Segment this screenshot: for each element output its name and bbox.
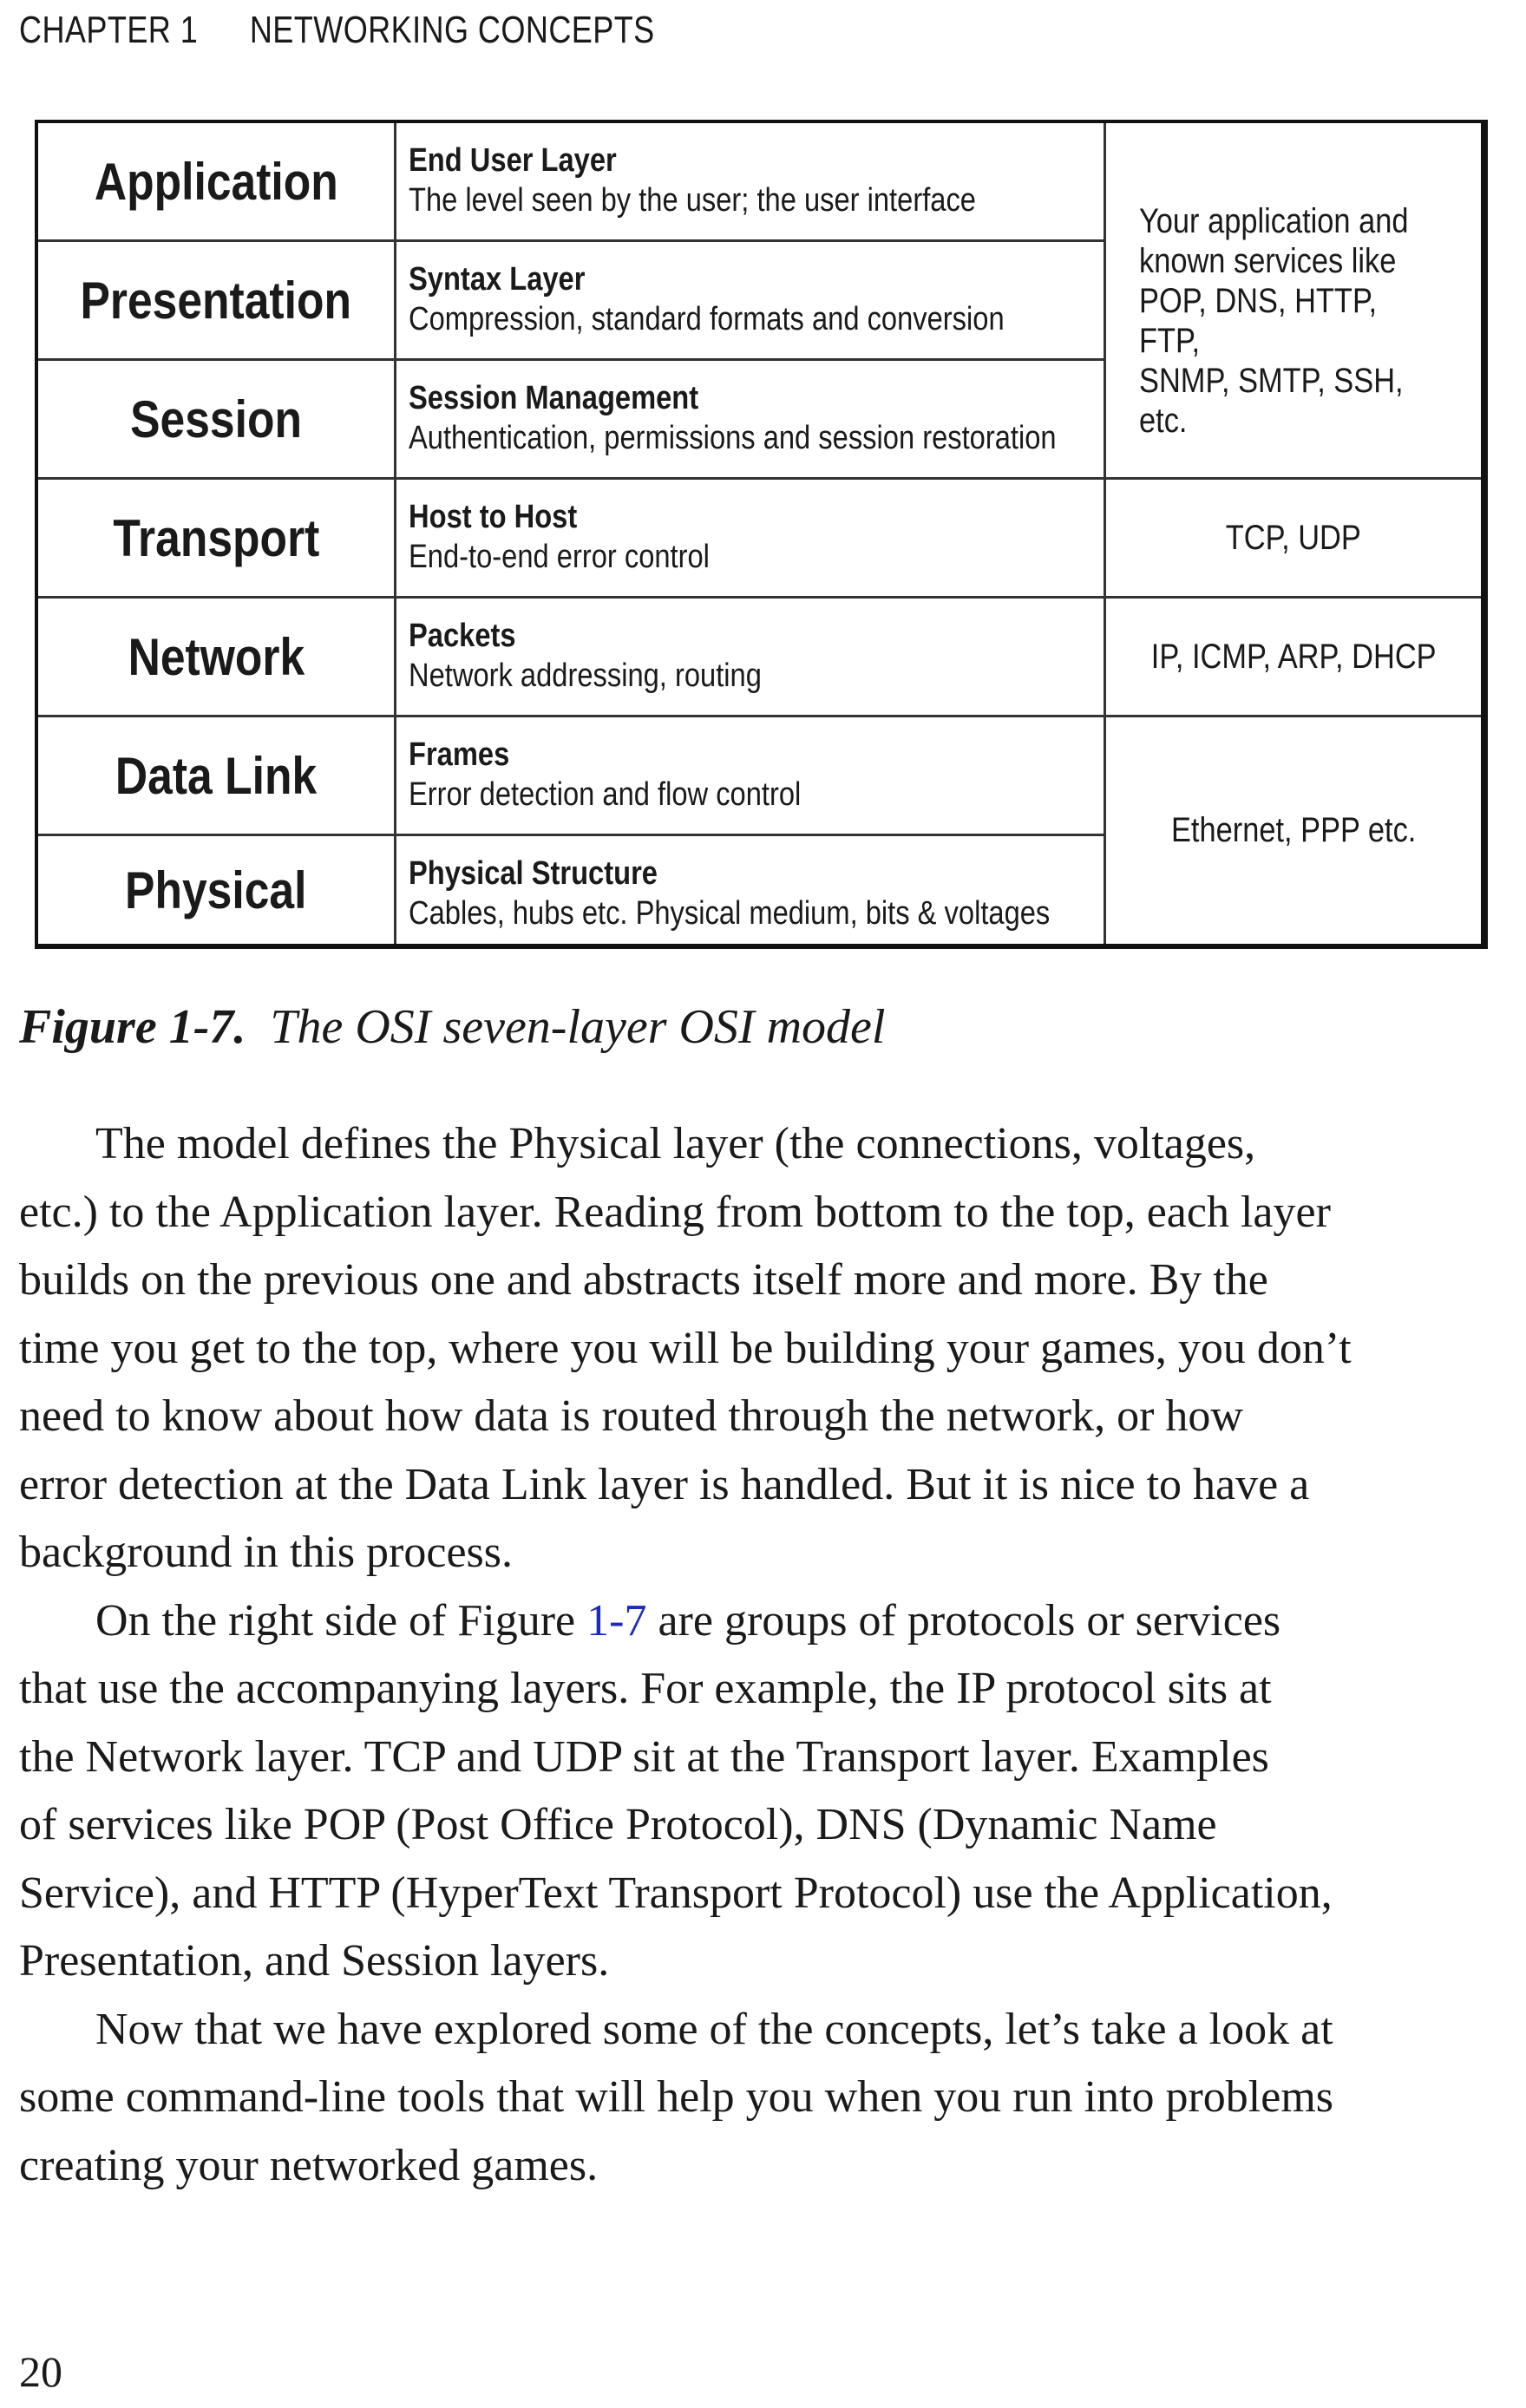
- layer-desc-text: Error detection and flow control: [409, 776, 802, 813]
- text-line: the Network layer. TCP and UDP sit at the Transport layer. Examples: [19, 1731, 1269, 1782]
- figure-title: The OSI seven-layer OSI model: [270, 1000, 886, 1054]
- text-line: creating your networked games.: [19, 2140, 599, 2190]
- text-line: builds on the previous one and abstracts itself more and more. By the: [19, 1255, 1268, 1305]
- body-text: [19, 1110, 1494, 2200]
- paragraph-2: [19, 1587, 1494, 1996]
- chapter-label: CHAPTER 1: [19, 9, 199, 51]
- layer-desc-title: Host to Host: [409, 499, 578, 535]
- protocols-transport: TCP, UDP: [1104, 480, 1481, 599]
- layer-name-transport: Transport: [38, 480, 394, 599]
- layer-desc-title: Frames: [409, 736, 510, 773]
- chapter-title: NETWORKING CONCEPTS: [249, 9, 655, 51]
- layer-desc-data-link: [394, 717, 1104, 836]
- layer-desc-title: End User Layer: [409, 142, 617, 179]
- layer-desc-presentation: [394, 242, 1104, 361]
- figure-caption: [19, 999, 885, 1055]
- layer-desc-text: Network addressing, routing: [409, 658, 762, 694]
- layer-desc-application: [394, 123, 1104, 242]
- layer-name-physical: Physical: [125, 860, 307, 919]
- layer-desc-text: Cables, hubs etc. Physical medium, bits & voltages: [409, 895, 1051, 932]
- layer-desc-title: Session Management: [409, 380, 699, 416]
- layer-name-network: Network: [38, 599, 394, 717]
- layer-desc-text: Compression, standard formats and conversion: [409, 301, 1005, 337]
- text-line: that use the accompanying layers. For example, the IP protocol sits at: [19, 1664, 1272, 1713]
- figure-label: Figure 1-7.: [19, 1000, 246, 1054]
- text-line: of services like POP (Post Office Protocol), DNS (Dynamic Name: [19, 1800, 1217, 1849]
- text-line: background in this process.: [19, 1528, 514, 1577]
- layer-desc-transport: [394, 480, 1104, 599]
- osi-model-table: [35, 120, 1488, 949]
- layer-desc-title: Syntax Layer: [409, 261, 586, 298]
- paragraph-1: [19, 1110, 1494, 1587]
- text-line: The model defines the Physical layer (the connections, voltages,: [95, 1119, 1256, 1168]
- text-line: Presentation, and Session layers.: [19, 1936, 610, 1986]
- layer-desc-text: The level seen by the user; the user interface: [409, 182, 976, 219]
- layer-name-data-link: Data Link: [38, 717, 394, 836]
- text-span: On the right side of Figure: [95, 1595, 587, 1646]
- running-head: [19, 9, 655, 52]
- layer-desc-network: [394, 599, 1104, 717]
- layer-name-presentation: Presentation: [38, 242, 394, 361]
- figure-link[interactable]: 1-7: [586, 1595, 647, 1646]
- layer-desc-title: Physical Structure: [409, 855, 658, 892]
- layer-desc-text: End-to-end error control: [409, 539, 710, 575]
- text-line: Now that we have explored some of the concepts, let’s take a look at: [95, 2004, 1333, 2054]
- paragraph-3: [19, 1996, 1494, 2201]
- text-line: [19, 1587, 1494, 1656]
- text-line: time you get to the top, where you will be building your games, you don’t: [19, 1323, 1352, 1373]
- layer-name-application: Application: [38, 123, 394, 242]
- protocols-network: IP, ICMP, ARP, DHCP: [1104, 599, 1481, 717]
- page-number: 20: [19, 2347, 62, 2396]
- text-line: Service), and HTTP (HyperText Transport Protocol) use the Application,: [19, 1868, 1333, 1918]
- layer-desc-session: [394, 361, 1104, 480]
- layer-desc-physical: [394, 836, 1104, 944]
- text-line: error detection at the Data Link layer is handled. But it is nice to have a: [19, 1459, 1310, 1509]
- protocols-link-group: Ethernet, PPP etc.: [1104, 717, 1481, 944]
- text-line: need to know about how data is routed through the network, or how: [19, 1391, 1243, 1441]
- text-span: are groups of protocols or services: [646, 1595, 1281, 1646]
- layer-desc-text: Authentication, permissions and session restoration: [409, 420, 1057, 456]
- layer-desc-title: Packets: [409, 618, 516, 654]
- layer-name-session: Session: [38, 361, 394, 480]
- text-line: etc.) to the Application layer. Reading from bottom to the top, each layer: [19, 1187, 1331, 1237]
- protocols-application-group: Your application and known services like POP, DNS, HTTP, FTP, SNMP, SMTP, SSH, etc.: [1104, 123, 1481, 480]
- text-line: some command-line tools that will help you when you run into problems: [19, 2072, 1334, 2122]
